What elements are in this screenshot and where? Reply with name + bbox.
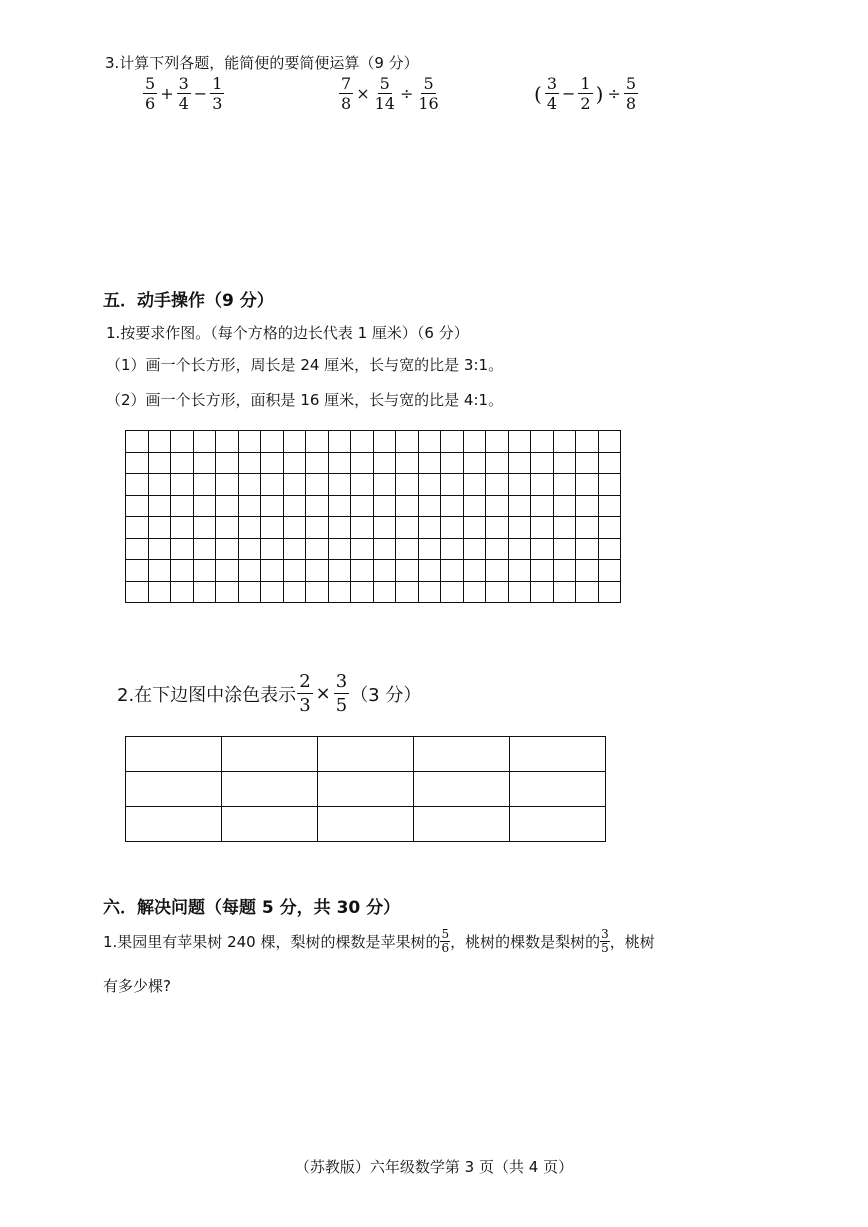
fraction: $\frac{5}{6}$: [441, 927, 450, 955]
grid-cell: [193, 538, 216, 560]
section5-q2: 2.在下边图中涂色表示 $\frac{2}{3}$ × $\frac{3}{5}$ （3 分）: [117, 671, 422, 716]
grid-cell: [283, 495, 306, 517]
grid-cell: [148, 560, 171, 582]
grid-cell: [216, 452, 239, 474]
grid-cell: [126, 538, 149, 560]
grid-cell: [531, 581, 554, 603]
grid-cell: [553, 431, 576, 453]
expression-3: ( $\frac{3}{4}$ − $\frac{1}{2}$ ) ÷ $\frac{5}{8}$: [534, 74, 636, 113]
grid-cell: [306, 538, 329, 560]
grid-cell: [126, 474, 149, 496]
grid-cell: [576, 560, 599, 582]
grid-cell: [328, 517, 351, 539]
grid-cell: [126, 560, 149, 582]
grid-cell: [306, 495, 329, 517]
grid-cell: [396, 581, 419, 603]
grid-cell: [373, 581, 396, 603]
grid-cell: [238, 474, 261, 496]
fraction: $\frac{3}{4}$: [178, 74, 189, 113]
section6-q1-line2: 有多少棵?: [103, 977, 171, 995]
rectangle-cell: [510, 737, 606, 772]
grid-cell: [396, 538, 419, 560]
grid-cell: [553, 560, 576, 582]
grid-cell: [598, 452, 621, 474]
grid-cell: [238, 452, 261, 474]
rectangle-cell: [318, 772, 414, 807]
grid-cell: [306, 474, 329, 496]
grid-cell: [261, 538, 284, 560]
section6-q1-text: 1.果园里有苹果树 240 棵，梨树的棵数是苹果树的: [103, 933, 441, 951]
grid-cell: [441, 517, 464, 539]
grid-cell: [418, 517, 441, 539]
grid-cell: [351, 495, 374, 517]
grid-cell: [216, 517, 239, 539]
grid-cell: [418, 431, 441, 453]
section5-q1-part1: （1）画一个长方形，周长是 24 厘米，长与宽的比是 3:1。: [106, 356, 504, 374]
grid-cell: [193, 474, 216, 496]
grid-cell: [171, 452, 194, 474]
grid-cell: [216, 538, 239, 560]
grid-cell: [283, 517, 306, 539]
grid-cell: [486, 517, 509, 539]
grid-cell: [418, 560, 441, 582]
rectangle-cell: [126, 807, 222, 842]
rectangle-cell: [414, 737, 510, 772]
grid-cell: [261, 560, 284, 582]
grid-cell: [531, 560, 554, 582]
grid-cell: [148, 431, 171, 453]
grid-cell: [463, 517, 486, 539]
grid-cell: [148, 452, 171, 474]
grid-cell: [171, 560, 194, 582]
grid-cell: [193, 452, 216, 474]
grid-cell: [508, 517, 531, 539]
grid-cell: [463, 538, 486, 560]
grid-cell: [306, 517, 329, 539]
grid-cell: [598, 495, 621, 517]
rectangle-cell: [222, 772, 318, 807]
q3-title: 3.计算下列各题，能简便的要简便运算（9 分）: [105, 54, 419, 72]
section5-q1: 1.按要求作图。（每个方格的边长代表 1 厘米）（6 分）: [106, 324, 469, 342]
grid-cell: [171, 581, 194, 603]
grid-cell: [283, 581, 306, 603]
grid-cell: [328, 431, 351, 453]
grid-cell: [441, 431, 464, 453]
grid-cell: [508, 474, 531, 496]
grid-cell: [126, 452, 149, 474]
section6-q1-text: ，桃树: [609, 933, 655, 951]
grid-cell: [373, 474, 396, 496]
fraction: $\frac{5}{8}$: [625, 74, 636, 113]
grid-cell: [508, 431, 531, 453]
grid-cell: [238, 517, 261, 539]
grid-cell: [283, 431, 306, 453]
fraction: $\frac{2}{3}$: [299, 671, 311, 716]
grid-cell: [261, 474, 284, 496]
fraction-rectangle-table: [125, 736, 606, 842]
grid-cell: [441, 452, 464, 474]
grid-cell: [396, 560, 419, 582]
grid-cell: [373, 538, 396, 560]
fraction: $\frac{5}{16}$: [418, 74, 439, 113]
grid-cell: [283, 560, 306, 582]
grid-cell: [576, 431, 599, 453]
grid-cell: [463, 431, 486, 453]
grid-cell: [576, 538, 599, 560]
grid-cell: [531, 538, 554, 560]
grid-cell: [531, 452, 554, 474]
grid-cell: [171, 474, 194, 496]
grid-cell: [373, 452, 396, 474]
rectangle-cell: [222, 737, 318, 772]
grid-cell: [576, 495, 599, 517]
square-grid-table: [125, 430, 621, 603]
grid-cell: [148, 581, 171, 603]
grid-cell: [463, 560, 486, 582]
grid-cell: [351, 560, 374, 582]
grid-cell: [261, 452, 284, 474]
grid-cell: [328, 474, 351, 496]
grid-cell: [171, 431, 194, 453]
grid-cell: [441, 581, 464, 603]
rectangle-cell: [414, 772, 510, 807]
grid-cell: [238, 495, 261, 517]
grid-cell: [148, 517, 171, 539]
grid-cell: [486, 581, 509, 603]
rectangle-cell: [414, 807, 510, 842]
fraction: $\frac{7}{8}$: [341, 74, 352, 113]
grid-cell: [396, 474, 419, 496]
expression-1: $\frac{5}{6}$ + $\frac{3}{4}$ − $\frac{1}{3}$: [145, 74, 223, 113]
grid-cell: [598, 538, 621, 560]
rectangle-cell: [510, 807, 606, 842]
grid-cell: [126, 581, 149, 603]
grid-cell: [576, 517, 599, 539]
section6-title: 六．解决问题（每题 5 分，共 30 分）: [103, 898, 401, 918]
grid-cell: [216, 495, 239, 517]
grid-cell: [418, 452, 441, 474]
section6-q1-line1: [103, 928, 655, 955]
grid-cell: [261, 495, 284, 517]
grid-cell: [148, 538, 171, 560]
grid-cell: [306, 581, 329, 603]
fraction: $\frac{3}{5}$: [335, 671, 348, 716]
grid-cell: [148, 474, 171, 496]
grid-cell: [418, 495, 441, 517]
grid-cell: [193, 581, 216, 603]
section6-q1-text: ，桃树的棵数是梨树的: [450, 933, 601, 951]
grid-cell: [396, 431, 419, 453]
grid-cell: [486, 474, 509, 496]
grid-cell: [598, 474, 621, 496]
grid-cell: [598, 581, 621, 603]
rectangle-cell: [126, 737, 222, 772]
grid-cell: [553, 517, 576, 539]
grid-cell: [486, 431, 509, 453]
grid-cell: [531, 495, 554, 517]
grid-cell: [508, 538, 531, 560]
grid-cell: [328, 495, 351, 517]
grid-cell: [463, 581, 486, 603]
grid-cell: [531, 474, 554, 496]
grid-cell: [486, 495, 509, 517]
fraction: $\frac{1}{2}$: [580, 74, 591, 113]
grid-cell: [531, 431, 554, 453]
grid-cell: [261, 581, 284, 603]
grid-cell: [463, 474, 486, 496]
grid-cell: [531, 517, 554, 539]
section5-q2-suffix: （3 分）: [350, 684, 422, 706]
grid-cell: [418, 474, 441, 496]
grid-cell: [238, 560, 261, 582]
grid-cell: [598, 431, 621, 453]
fraction-rectangle: [125, 736, 606, 842]
expression-2: $\frac{7}{8}$ × $\frac{5}{14}$ ÷ $\frac{5}{16}$: [341, 74, 439, 113]
grid-cell: [508, 581, 531, 603]
grid-cell: [306, 431, 329, 453]
grid-cell: [328, 581, 351, 603]
grid-cell: [126, 431, 149, 453]
grid-cell: [441, 538, 464, 560]
grid-cell: [441, 474, 464, 496]
grid-cell: [373, 560, 396, 582]
grid-cell: [553, 581, 576, 603]
rectangle-cell: [510, 772, 606, 807]
grid-cell: [396, 495, 419, 517]
grid-cell: [576, 474, 599, 496]
grid-cell: [508, 452, 531, 474]
grid-cell: [576, 452, 599, 474]
fraction: $\frac{3}{5}$: [601, 927, 609, 955]
grid-cell: [238, 581, 261, 603]
fraction: $\frac{1}{3}$: [212, 74, 223, 113]
grid-cell: [396, 452, 419, 474]
grid-cell: [441, 495, 464, 517]
rectangle-cell: [126, 772, 222, 807]
grid-cell: [598, 517, 621, 539]
grid-cell: [306, 452, 329, 474]
grid-cell: [373, 517, 396, 539]
grid-cell: [261, 517, 284, 539]
grid-cell: [283, 538, 306, 560]
grid-cell: [508, 495, 531, 517]
grid-cell: [373, 431, 396, 453]
grid-cell: [126, 517, 149, 539]
grid-cell: [463, 495, 486, 517]
grid-cell: [486, 538, 509, 560]
grid-cell: [261, 431, 284, 453]
grid-cell: [486, 452, 509, 474]
grid-cell: [328, 538, 351, 560]
grid-cell: [553, 452, 576, 474]
grid-cell: [148, 495, 171, 517]
grid-cell: [598, 560, 621, 582]
grid-cell: [328, 560, 351, 582]
grid-cell: [193, 560, 216, 582]
grid-cell: [216, 581, 239, 603]
grid-cell: [351, 431, 374, 453]
section5-q2-prefix: 2.在下边图中涂色表示: [117, 684, 297, 706]
section5-title: 五．动手操作（9 分）: [103, 291, 274, 311]
grid-cell: [238, 538, 261, 560]
grid-cell: [351, 517, 374, 539]
grid-cell: [216, 474, 239, 496]
grid-cell: [351, 581, 374, 603]
grid-cell: [216, 431, 239, 453]
rectangle-cell: [222, 807, 318, 842]
square-grid: [125, 430, 621, 603]
grid-cell: [553, 474, 576, 496]
grid-cell: [463, 452, 486, 474]
grid-cell: [373, 495, 396, 517]
rectangle-cell: [318, 807, 414, 842]
grid-cell: [351, 452, 374, 474]
page-footer: （苏教版）六年级数学第 3 页（共 4 页）: [294, 1158, 574, 1176]
grid-cell: [283, 474, 306, 496]
grid-cell: [171, 495, 194, 517]
grid-cell: [351, 474, 374, 496]
grid-cell: [171, 517, 194, 539]
section5-q1-part2: （2）画一个长方形，面积是 16 厘米，长与宽的比是 4:1。: [106, 391, 504, 409]
grid-cell: [553, 538, 576, 560]
grid-cell: [171, 538, 194, 560]
grid-cell: [486, 560, 509, 582]
grid-cell: [418, 581, 441, 603]
fraction: $\frac{3}{4}$: [546, 74, 557, 113]
fraction: $\frac{5}{6}$: [145, 74, 156, 113]
rectangle-cell: [318, 737, 414, 772]
grid-cell: [283, 452, 306, 474]
grid-cell: [126, 495, 149, 517]
grid-cell: [193, 517, 216, 539]
grid-cell: [553, 495, 576, 517]
grid-cell: [508, 560, 531, 582]
grid-cell: [193, 431, 216, 453]
grid-cell: [216, 560, 239, 582]
grid-cell: [193, 495, 216, 517]
grid-cell: [238, 431, 261, 453]
grid-cell: [441, 560, 464, 582]
grid-cell: [306, 560, 329, 582]
grid-cell: [418, 538, 441, 560]
grid-cell: [351, 538, 374, 560]
grid-cell: [396, 517, 419, 539]
fraction: $\frac{5}{14}$: [374, 74, 395, 113]
grid-cell: [328, 452, 351, 474]
grid-cell: [576, 581, 599, 603]
